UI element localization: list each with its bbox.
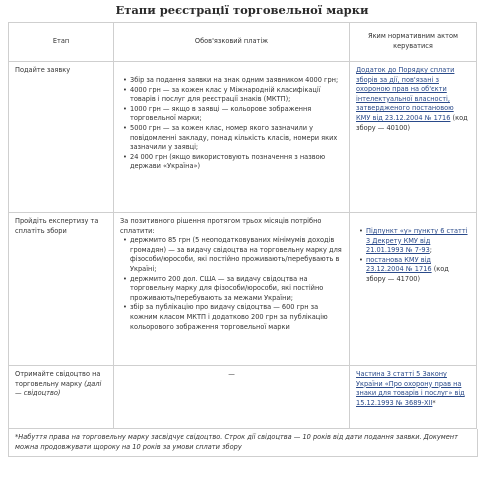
list-item: • 1000 грн — якщо в заявці — кольорове зображення торговельної марки; (130, 105, 343, 124)
stage-note: (далі — свідоцтво) (15, 379, 102, 398)
table-row (9, 62, 477, 213)
footnote: *Набуття права на торговельну марку засвідчує свідоцтво. Строк дії свідоцтва — 10 років від дати подання заявки. Документ можна продовжувати щороку на 10 років за умови сплати збору (8, 429, 478, 457)
payment-list (120, 236, 343, 332)
table-row (9, 366, 477, 429)
table-header-row (9, 23, 477, 62)
act-suffix: (код збору — 40100) (356, 113, 468, 132)
list-item: • 24 000 грн (якщо використовують позначення з назвою держави «Україна») (130, 153, 343, 172)
act-link[interactable]: Частина 3 статті 5 Закону України «Про охорону прав на знаки для товарів і послуг» від 15.12.1993 № 3689-XII (356, 370, 465, 407)
act-link[interactable]: Підпункт «у» пункту 6 статті 3 Декрету КМУ від 21.01.1993 № 7-93 (366, 227, 468, 255)
list-item: • 3бір за подання заявки на знак одним заявником 4000 грн; (130, 76, 343, 86)
list-item: • збір за публікацію про видачу свідоцтва — 600 грн за кожним класом МКТП і додатково 200 грн за публікацію кольорового зображення торговельної марки (130, 303, 343, 332)
registration-stages-table (8, 22, 477, 429)
stage-cell (9, 366, 113, 403)
list-item: • держмито 200 дол. США — за видачу свідоцтва на торговельну марку для фізособи/юрособи, які постійно проживають/перебувають за межами України; (130, 275, 343, 304)
act-cell (350, 366, 476, 412)
header-act: Яким нормативним актом керуватися (350, 23, 477, 62)
act-list (356, 227, 470, 285)
list-item (366, 227, 470, 256)
stage-main: Отримайте свідоцтво на торговельну марку (15, 370, 101, 388)
payment-list (120, 76, 343, 172)
payment-cell (114, 62, 349, 176)
list-item (366, 256, 470, 285)
act-suffix: * (432, 398, 436, 407)
act-suffix: ; (429, 246, 433, 255)
stage-cell: Пройдіть експертизу та сплатіть збори (15, 217, 99, 235)
header-stage: Етап (9, 23, 114, 62)
act-link[interactable]: Додаток до Порядку сплати зборів за дії, пов'язані з охороною прав на об'єкти інтелектуальної власності, затвердженого постановою КМУ від 23.12.2004 № 1716 (356, 66, 455, 122)
payment-intro: За позитивного рішення протягом трьох місяців потрібно сплатити: (120, 217, 322, 235)
list-item: • держмито 85 грн (5 неоподатковуваних мінімумів доходів громадян) — за видачу свідоцтва на торговельну марку для фізособи/юрособи, які постійно проживають/перебувають в Україні; (130, 236, 343, 274)
stage-cell: Подайте заявку (15, 66, 71, 74)
list-item: • 5000 грн — за кожен клас, номер якого зазначили у повідомленні закладу, понад кількість класів, номери яких зазначили у заявці; (130, 124, 343, 153)
page-title: Етапи реєстрації торговельної марки (115, 3, 369, 17)
payment-cell: — (228, 370, 235, 378)
list-item: • 4000 грн — за кожен клас у Міжнародній класифікації товарів і послуг для реєстрації знаків (МКТП); (130, 86, 343, 105)
act-cell (350, 213, 476, 289)
payment-cell (114, 213, 349, 336)
act-link[interactable]: постанова КМУ від 23.12.2004 № 1716 (366, 255, 432, 274)
table-row (9, 213, 477, 366)
header-payment: Обов'язковий платіж (114, 23, 350, 62)
act-cell (350, 62, 476, 137)
act-suffix: (код збору — 41700) (366, 265, 449, 283)
